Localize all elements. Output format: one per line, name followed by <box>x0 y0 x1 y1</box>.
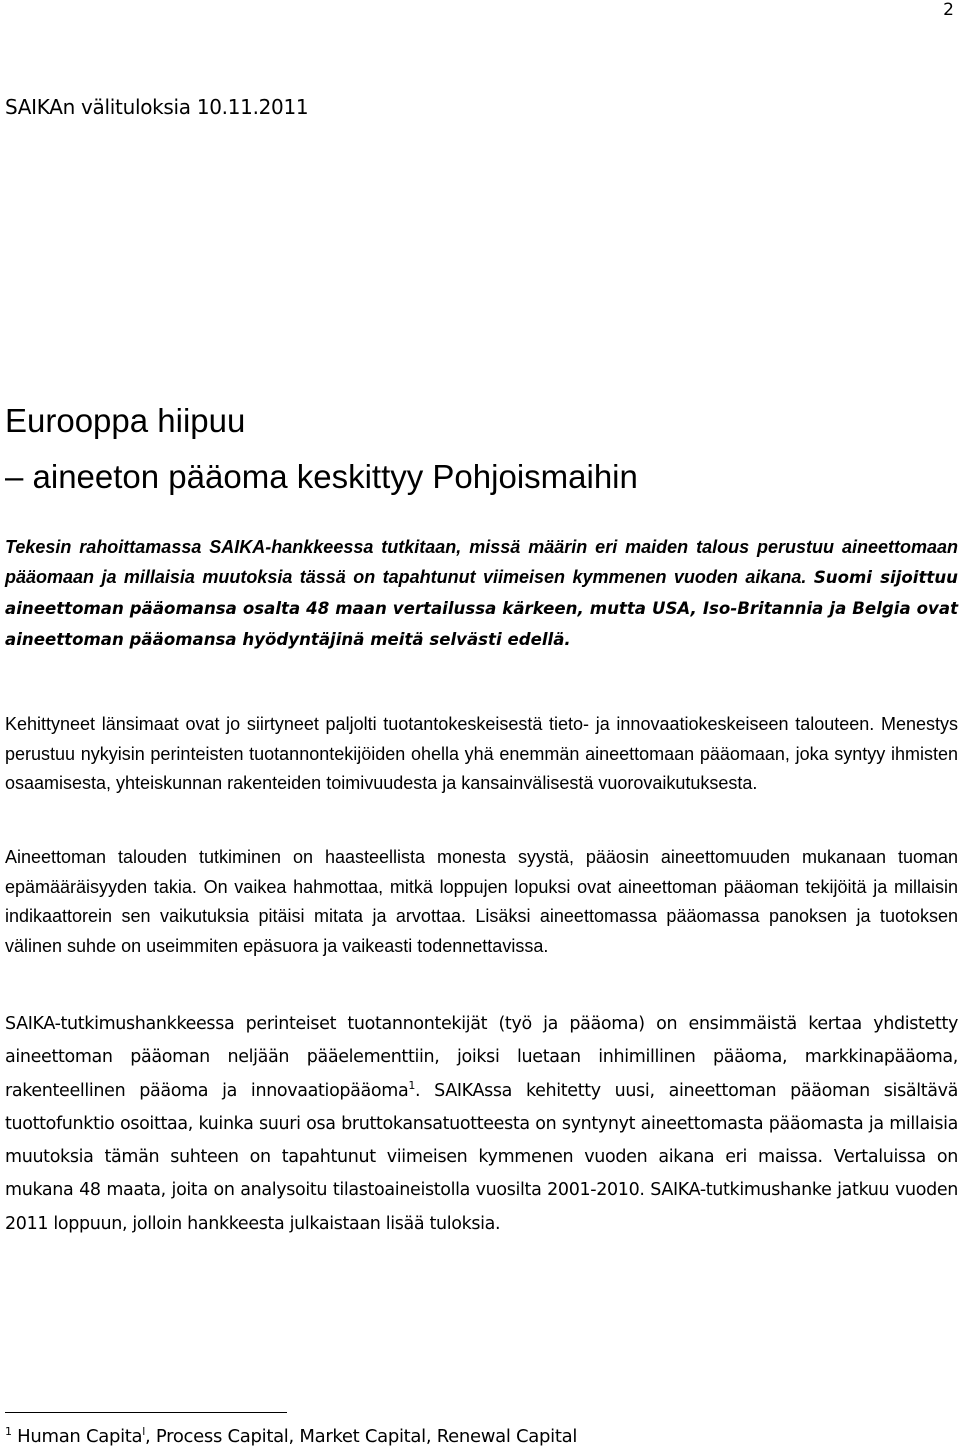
paragraph-3: Aineettoman talouden tutkiminen on haasteellista monesta syystä, pääosin aineettomuuden mukanaan tuoman epämääräisyyden takia. On vaikea hahmottaa, mitkä loppujen lopuksi ovat aineettoman pääoman tekijöitä ja millaisin indikaattorein sen vaikutuksia pitäisi mitata ja arvottaa. Lisäksi aineettomassa pääomassa panoksen ja tuotoksen välinen suhde on useimmiten epäsuora ja vaikeasti todennettavissa. <box>5 847 958 956</box>
footnote <box>5 1426 577 1447</box>
title-line-2: – aineeton pääoma keskittyy Pohjoismaihin <box>5 458 638 495</box>
paragraph-4-text-a: SAIKA-tutkimushankkeessa perinteiset tuotannontekijät (työ ja pääoma) on ensimmäistä kertaa yhdistetty aineettoman pääoman neljään pääelementtiin, joiksi luetaan inhimillinen pääoma, markkinapääoma, rakenteellinen pääoma ja innovaatiopääoma <box>5 1014 958 1101</box>
lead-text-italic: Tekesin rahoittamassa SAIKA-hankkeessa tutkitaan, missä määrin eri maiden talous perustuu aineettomaan pääomaan ja millaisia muutoksia tässä on tapahtunut viimeisen kymmenen vuoden aikana. <box>5 537 958 587</box>
lead-paragraph <box>5 532 958 655</box>
article-title <box>5 393 638 505</box>
paragraph-2: Kehittyneet länsimaat ovat jo siirtyneet paljolti tuotantokeskeisestä tieto- ja innovaatiokeskeiseen talouteen. Menestys perustuu nykyisin perinteisten tuotannontekijöiden ohella yhä enemmän aineettomaan pääomaan, joka syntyy ihmisten osaamisesta, yhteiskunnan rakenteiden toimivuudesta ja kansainvälisestä vuorovaikutuksesta. <box>5 714 958 793</box>
document-header: SAIKAn välituloksia 10.11.2011 <box>5 95 309 119</box>
title-line-1: Eurooppa hiipuu <box>5 402 246 439</box>
footnote-text-a: Human Capita <box>11 1426 143 1447</box>
footnote-divider <box>5 1412 287 1413</box>
footnote-text-b: , Process Capital, Market Capital, Renewal Capital <box>145 1426 578 1447</box>
lead-text-bold: Suomi sijoittuu aineettoman pääomansa osalta 48 maan vertailussa kärkeen, mutta USA, Iso-Britannia ja Belgia ovat aineettoman pääomansa hyödyntäjinä meitä selvästi edellä. <box>5 568 958 649</box>
footnote-mark: l <box>142 1425 146 1438</box>
paragraph-4-text-b: . SAIKAssa kehitetty uusi, aineettoman pääoman sisältävä tuottofunktio osoittaa, kuinka suuri osa bruttokansatuotteesta on syntynyt aineettomasta pääomasta ja millaisia muutoksia tämän suhteen on tapahtunut viimeisen kymmenen vuoden aikana eri maissa. Vertaluissa on mukana 48 maata, joita on analysoitu tilastoaineistolla vuosilta 2001-2010. SAIKA-tutkimushanke jatkuu vuoden 2011 loppuun, jolloin hankkeesta julkaistaan lisää tuloksia. <box>5 1080 958 1234</box>
footnote-marker: 1 <box>5 1425 12 1438</box>
footnote-reference[interactable]: 1 <box>408 1078 416 1092</box>
paragraph-4 <box>5 1008 958 1241</box>
page-number: 2 <box>943 0 954 20</box>
